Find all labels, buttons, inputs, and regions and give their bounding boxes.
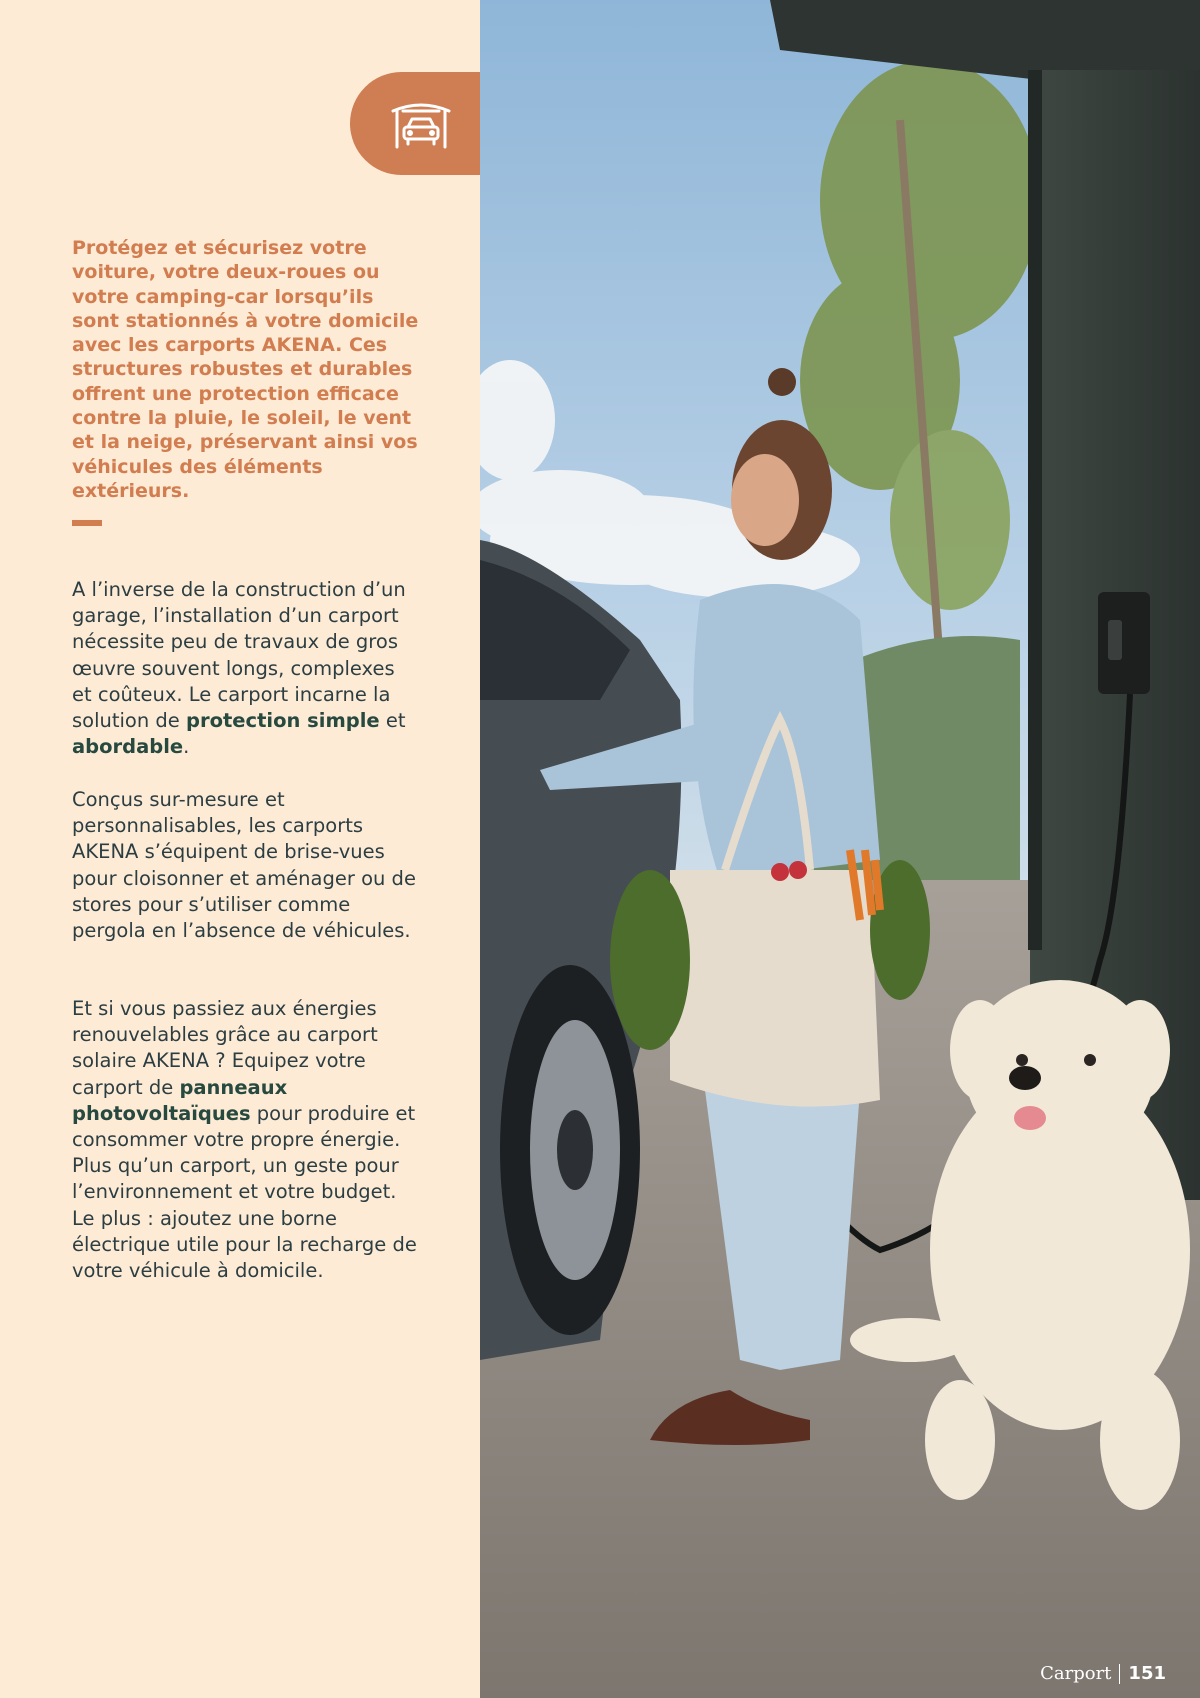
section-tab bbox=[350, 72, 480, 175]
paragraph-garage: A l’inverse de la construction d’un garage, l’installation d’un carport nécessite peu de travaux de gros œuvre souvent longs, complexes et coûteux. Le carport incarne la solution de protection simple et abordable. bbox=[72, 578, 406, 759]
paragraph-solar: Et si vous passiez aux énergies renouvelables grâce au carport solaire AKENA ? Equipez votre carport de panneaux photovoltaïques pour produire et consommer votre propre énergie. Plus qu’un carport, un geste pour l’environnement et votre budget. Le plus : ajoutez une borne électrique utile pour la recharge de votre véhicule à domicile. bbox=[72, 997, 417, 1283]
lifestyle-photo bbox=[480, 0, 1200, 1698]
divider bbox=[72, 520, 102, 526]
text-column bbox=[0, 0, 480, 1698]
footer-section-title: Carport bbox=[1040, 1663, 1112, 1684]
intro-text: Protégez et sécurisez votre voiture, votre deux-roues ou votre camping-car lorsqu’ils sont stationnés à votre domicile avec les carports AKENA. Ces structures robustes et durables offrent une protection efficace contre la pluie, le soleil, le vent et la neige, préservant ainsi vos véhicules des éléments extérieurs. bbox=[72, 237, 419, 502]
carport-post bbox=[1028, 70, 1042, 950]
page-number: 151 bbox=[1128, 1663, 1166, 1684]
paragraph-custom: Conçus sur-mesure et personnalisables, les carports AKENA s’équipent de brise-vues pour cloisonner et aménager ou de stores pour s’utiliser comme pergola en l’absence de véhicules. bbox=[72, 788, 416, 943]
page-footer bbox=[1040, 1663, 1166, 1684]
carport-car-icon bbox=[389, 97, 453, 151]
charging-station bbox=[1098, 592, 1150, 694]
footer-separator bbox=[1119, 1664, 1120, 1684]
